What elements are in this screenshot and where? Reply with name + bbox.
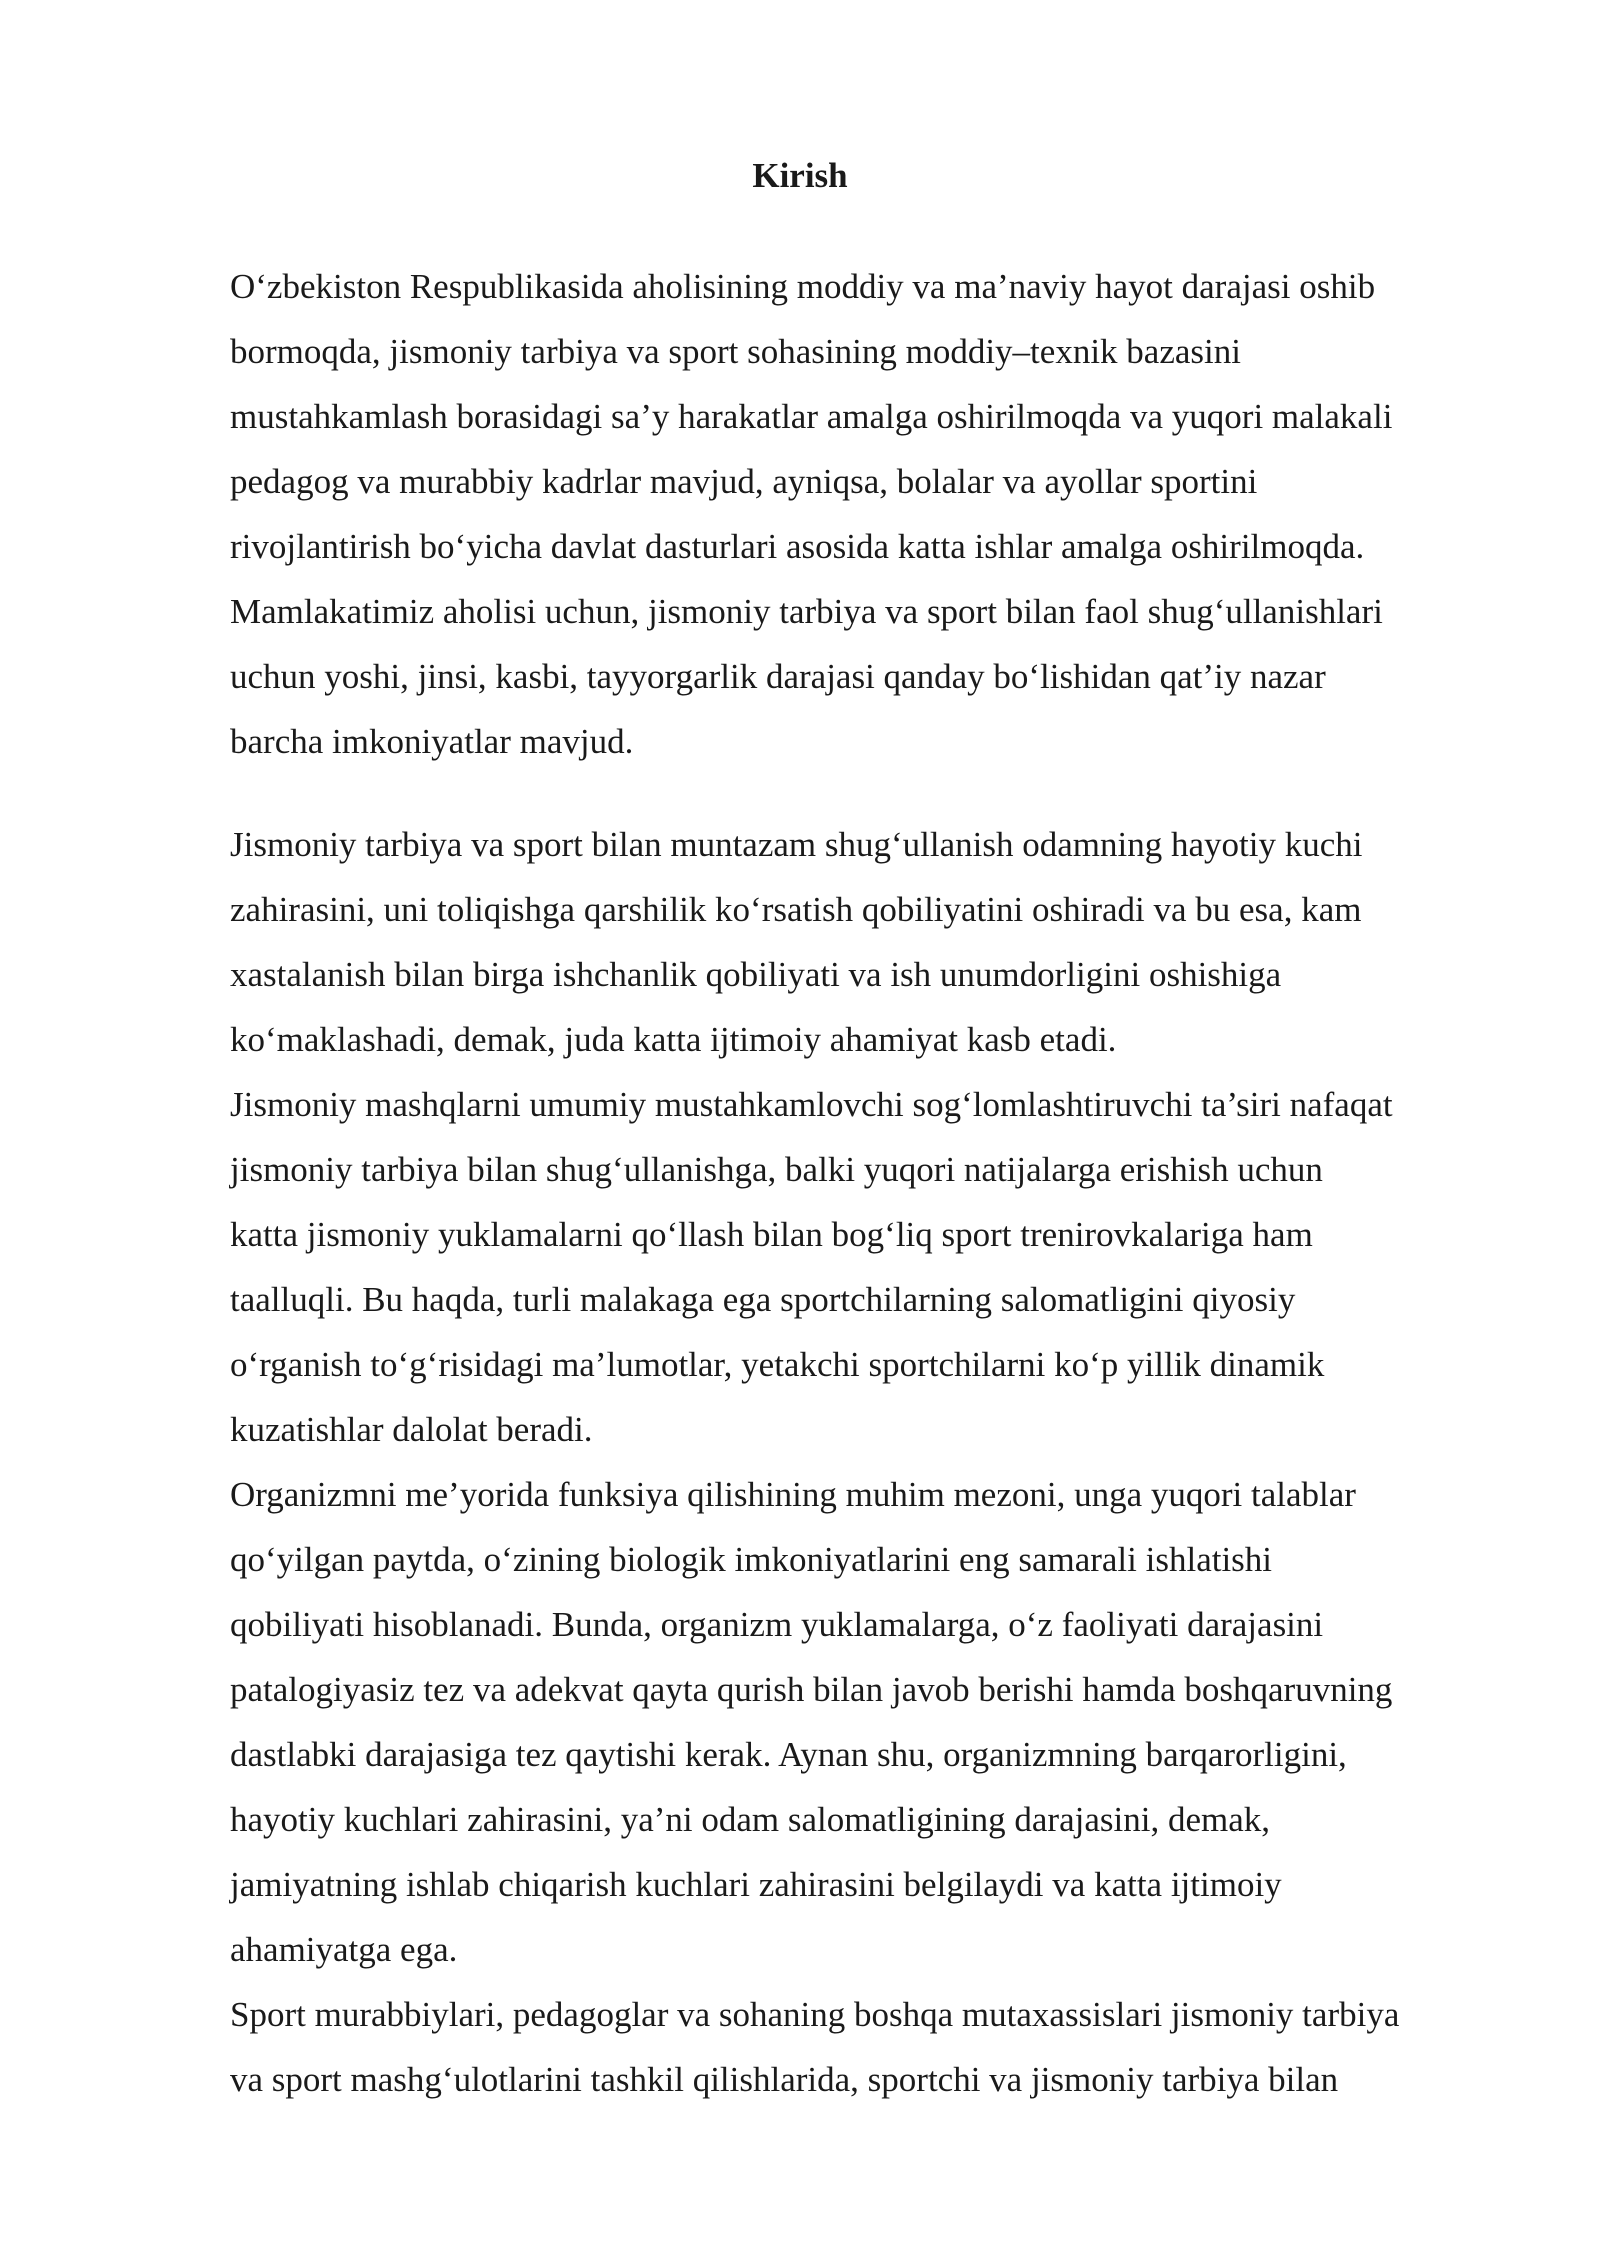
text-line: Jismoniy mashqlarni umumiy mustahkamlovchi sog‘lomlashtiruvchi ta’siri nafaqat <box>230 1085 1393 1124</box>
text-line: O‘zbekiston Respublikasida aholisining moddiy va ma’naviy hayot darajasi oshib <box>230 267 1376 306</box>
text-line: zahirasini, uni toliqishga qarshilik ko‘rsatish qobiliyatini oshiradi va bu esa, kam <box>230 890 1362 929</box>
text-line: rivojlantirish bo‘yicha davlat dasturlari asosida katta ishlar amalga oshirilmoqda. <box>230 527 1365 566</box>
text-line: barcha imkoniyatlar mavjud. <box>230 722 634 761</box>
text-line: jismoniy tarbiya bilan shug‘ullanishga, balki yuqori natijalarga erishish uchun <box>230 1150 1323 1189</box>
text-line: qobiliyati hisoblanadi. Bunda, organizm yuklamalarga, o‘z faoliyati darajasini <box>230 1605 1324 1644</box>
text-line: Sport murabbiylari, pedagoglar va sohaning boshqa mutaxassislari jismoniy tarbiya <box>230 1995 1400 2034</box>
text-line: katta jismoniy yuklamalarni qo‘llash bilan bog‘liq sport trenirovkalariga ham <box>230 1215 1313 1254</box>
paragraph-2 <box>230 812 1550 2112</box>
text-line: o‘rganish to‘g‘risidagi ma’lumotlar, yetakchi sportchilarni ko‘p yillik dinamik <box>230 1345 1325 1384</box>
page-title: Kirish <box>752 156 848 195</box>
text-line: kuzatishlar dalolat beradi. <box>230 1410 593 1449</box>
text-line: uchun yoshi, jinsi, kasbi, tayyorgarlik darajasi qanday bo‘lishidan qat’iy nazar <box>230 657 1326 696</box>
text-line: pedagog va murabbiy kadrlar mavjud, ayniqsa, bolalar va ayollar sportini <box>230 462 1258 501</box>
paragraph-1 <box>230 254 1550 774</box>
text-line: Jismoniy tarbiya va sport bilan muntazam shug‘ullanish odamning hayotiy kuchi <box>230 825 1363 864</box>
text-line: hayotiy kuchlari zahirasini, ya’ni odam salomatligining darajasini, demak, <box>230 1800 1270 1839</box>
text-line: xastalanish bilan birga ishchanlik qobiliyati va ish unumdorligini oshishiga <box>230 955 1282 994</box>
text-line: dastlabki darajasiga tez qaytishi kerak. Aynan shu, organizmning barqarorligini, <box>230 1735 1347 1774</box>
text-line: Mamlakatimiz aholisi uchun, jismoniy tarbiya va sport bilan faol shug‘ullanishlari <box>230 592 1383 631</box>
text-line: ko‘maklashadi, demak, juda katta ijtimoiy ahamiyat kasb etadi. <box>230 1020 1117 1059</box>
document-body <box>230 254 1550 2112</box>
text-line: jamiyatning ishlab chiqarish kuchlari zahirasini belgilaydi va katta ijtimoiy <box>230 1865 1282 1904</box>
text-line: Organizmni me’yorida funksiya qilishining muhim mezoni, unga yuqori talablar <box>230 1475 1356 1514</box>
text-line: bormoqda, jismoniy tarbiya va sport sohasining moddiy–texnik bazasini <box>230 332 1241 371</box>
text-line: patalogiyasiz tez va adekvat qayta qurish bilan javob berishi hamda boshqaruvning <box>230 1670 1393 1709</box>
text-line: qo‘yilgan paytda, o‘zining biologik imkoniyatlarini eng samarali ishlatishi <box>230 1540 1273 1579</box>
text-line: mustahkamlash borasidagi sa’y harakatlar amalga oshirilmoqda va yuqori malakali <box>230 397 1393 436</box>
paragraph-spacer <box>230 774 1550 812</box>
text-line: ahamiyatga ega. <box>230 1930 458 1969</box>
text-line: va sport mashg‘ulotlarini tashkil qilishlarida, sportchi va jismoniy tarbiya bilan <box>230 2060 1339 2099</box>
text-line: taalluqli. Bu haqda, turli malakaga ega sportchilarning salomatligini qiyosiy <box>230 1280 1296 1319</box>
